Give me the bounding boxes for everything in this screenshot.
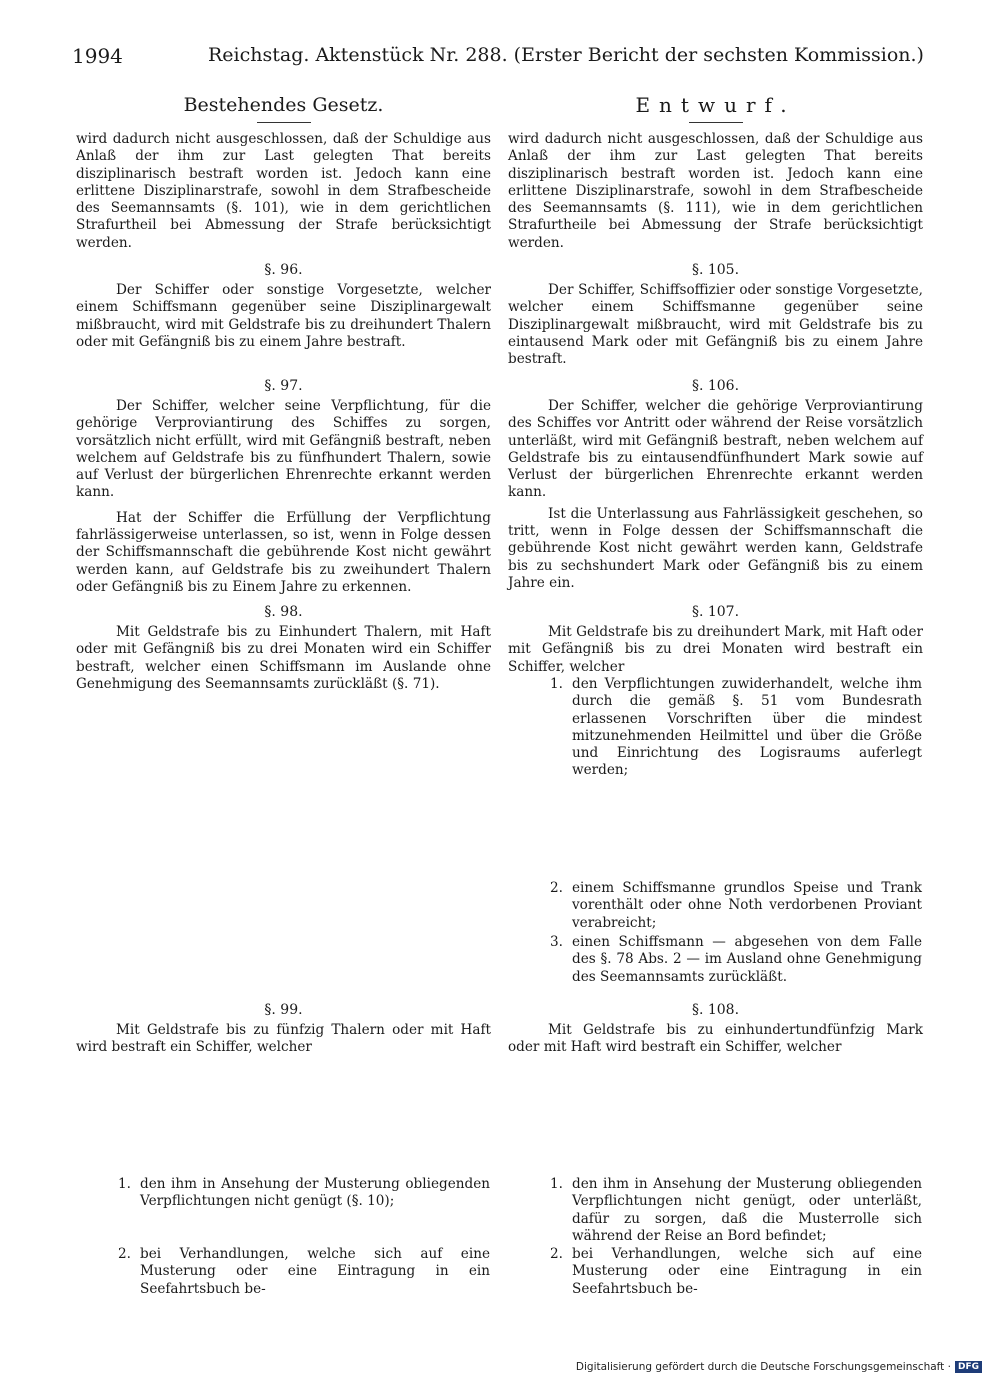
page-header: [72, 44, 952, 72]
section-text: Mit Geldstrafe bis zu Einhundert Thalern, mit Haft oder mit Gefängniß bis zu drei Monaten wird ein Schiffer bestraft, welcher einen Schiffsmann im Auslande ohne Genehmigung des Seemannsamts zurückläßt (§. 71).: [76, 624, 491, 692]
list-item: [550, 676, 922, 780]
right-column: [508, 92, 923, 252]
list-item: [550, 1246, 922, 1298]
section-105: [508, 282, 923, 368]
section-number: §. 98.: [264, 604, 303, 620]
digitization-credit: [576, 1361, 982, 1373]
section-number: §. 105.: [691, 262, 740, 278]
list-item: [550, 880, 922, 932]
page-title: Reichstag. Aktenstück Nr. 288. (Erster Bericht der sechsten Kommission.): [208, 44, 924, 66]
left-column: [76, 92, 491, 252]
list-item: [550, 934, 922, 986]
section-text: Mit Geldstrafe bis zu einhundertundfünfzig Mark oder mit Haft wird bestraft ein Schiffer, welcher: [508, 1022, 923, 1056]
section-108: [508, 1022, 923, 1057]
item-number: 1.: [550, 676, 563, 692]
dfg-logo: DFG: [955, 1361, 982, 1373]
item-text: bei Verhandlungen, welche sich auf eine Musterung oder eine Eintragung in ein Seefahrtsbuch be-: [572, 1246, 922, 1297]
item-number: 3.: [550, 934, 563, 950]
item-number: 2.: [550, 880, 563, 896]
section-number: §. 99.: [264, 1002, 303, 1018]
section-number: §. 96.: [264, 262, 303, 278]
section-99: [76, 1022, 491, 1057]
heading-rule: [689, 122, 743, 123]
section-text: Mit Geldstrafe bis zu fünfzig Thalern oder mit Haft wird bestraft ein Schiffer, welcher: [76, 1022, 491, 1056]
page-number: 1994: [72, 44, 123, 68]
section-number: §. 107.: [691, 604, 740, 620]
item-text: bei Verhandlungen, welche sich auf eine Musterung oder eine Eintragung in ein Seefahrtsbuch be-: [140, 1246, 490, 1297]
item-number: 2.: [550, 1246, 563, 1262]
list-item: [550, 1176, 922, 1245]
section-text: Der Schiffer, Schiffsoffizier oder sonstige Vorgesetzte, welcher einem Schiffsmanne gegenüber seine Disziplinargewalt mißbraucht, wird mit Geldstrafe bis zu eintausend Mark oder mit Gefängniß bis zu einem Jahre bestraft.: [508, 282, 923, 368]
item-number: 1.: [118, 1176, 131, 1192]
left-column-heading: Bestehendes Gesetz.: [183, 94, 384, 116]
section-number: §. 106.: [691, 378, 740, 394]
footer-text: Digitalisierung gefördert durch die Deutsche Forschungsgemeinschaft ·: [575, 1361, 951, 1373]
item-text: den Verpflichtungen zuwiderhandelt, welche ihm durch die gemäß §. 51 vom Bundesrath erlassenen Vorschriften über die mindest mitzunehmenden Heilmittel und über die Größe und Einrichtung des Logisraums auferlegt werden;: [572, 676, 922, 779]
section-107: [508, 624, 923, 676]
left-intro-text: wird dadurch nicht ausgeschlossen, daß der Schuldige aus Anlaß der ihm zur Last gelegten That bereits disziplinarisch bestraft worden ist. Jedoch kann eine erlittene Disziplinarstrafe, sowohl in dem Strafbescheide des Seemannsamts (§. 101), wie in dem gerichtlichen Strafurtheil bei Abmessung der Strafe berücksichtigt werden.: [76, 131, 491, 251]
right-intro-text: wird dadurch nicht ausgeschlossen, daß der Schuldige aus Anlaß der ihm zur Last gelegten That bereits disziplinarisch bestraft worden ist. Jedoch kann eine erlittene Disziplinarstrafe, sowohl in dem Strafbescheide des Seemannsamts (§. 111), wie in dem gerichtlichen Strafurtheile bei Abmessung der Strafe berücksichtigt werden.: [508, 131, 923, 251]
section-96: [76, 282, 491, 351]
item-number: 1.: [550, 1176, 563, 1192]
heading-rule: [257, 122, 311, 123]
section-106: [508, 398, 923, 592]
section-number: §. 97.: [264, 378, 303, 394]
item-text: einem Schiffsmanne grundlos Speise und Trank vorenthält oder ohne Noth verdorbenen Proviant verabreicht;: [572, 880, 922, 931]
section-97: [76, 398, 491, 596]
section-98: [76, 624, 491, 693]
item-text: einen Schiffsmann — abgesehen von dem Falle des §. 78 Abs. 2 — im Ausland ohne Genehmigung des Seemannsamts zurückläßt.: [572, 934, 922, 985]
section-text: Ist die Unterlassung aus Fahrlässigkeit geschehen, so tritt, wenn in Folge dessen der Schiffsmannschaft die gebührende Kost nicht gewährt werden kann, Geldstrafe bis zu sechshundert Mark oder Gefängniß bis zu einem Jahre ein.: [508, 505, 923, 591]
section-number: §. 108.: [691, 1002, 740, 1018]
item-text: den ihm in Ansehung der Musterung obliegenden Verpflichtungen nicht genügt (§. 10);: [140, 1176, 490, 1210]
list-item: [118, 1176, 490, 1211]
section-text: Der Schiffer, welcher die gehörige Verproviantirung des Schiffes vor Antritt oder während der Reise vorsätzlich unterläßt, wird mit Gefängniß bestraft, neben welchem auf Geldstrafe bis zu eintausendfünfhundert Mark sowie auf Verlust der bürgerlichen Ehrenrechte erkannt werden kann.: [508, 398, 923, 501]
right-column-heading: Entwurf.: [635, 93, 796, 117]
item-number: 2.: [118, 1246, 131, 1262]
section-text: Hat der Schiffer die Erfüllung der Verpflichtung fahrlässigerweise unterlassen, so ist, wenn in Folge dessen der Schiffsmannschaft die gebührende Kost nicht gewährt werden kann, auf Geldstrafe bis zu zweihundert Thalern oder Gefängniß bis zu Einem Jahre zu erkennen.: [76, 509, 491, 595]
section-text: Der Schiffer oder sonstige Vorgesetzte, welcher einem Schiffsmann gegenüber seine Disziplinargewalt mißbraucht, wird mit Geldstrafe bis zu dreihundert Thalern oder mit Gefängniß bis zu einem Jahre bestraft.: [76, 282, 491, 350]
section-text: Der Schiffer, welcher seine Verpflichtung, für die gehörige Verproviantirung des Schiffes zu sorgen, vorsätzlich nicht erfüllt, wird mit Gefängniß bestraft, neben welchem auf Geldstrafe bis zu fünfhundert Thalern, sowie auf Verlust der bürgerlichen Ehrenrechte erkannt werden kann.: [76, 398, 491, 501]
list-item: [118, 1246, 490, 1298]
section-text: Mit Geldstrafe bis zu dreihundert Mark, mit Haft oder mit Gefängniß bis zu drei Monaten wird bestraft ein Schiffer, welcher: [508, 624, 923, 675]
item-text: den ihm in Ansehung der Musterung obliegenden Verpflichtungen nicht genügt, oder unterläßt, dafür zu sorgen, daß die Musterrolle sich während der Reise an Bord befindet;: [572, 1176, 922, 1244]
